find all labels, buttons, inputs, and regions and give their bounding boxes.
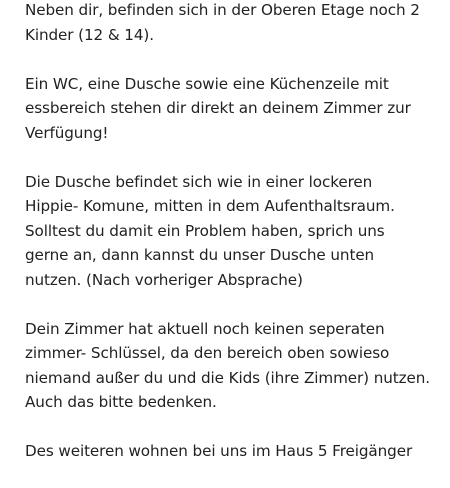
description-paragraph-3	[25, 170, 435, 293]
text-line: Kinder (12 & 14).	[25, 25, 154, 44]
text-line: zimmer- Schlüssel, da den bereich oben sowieso	[25, 344, 390, 362]
text-line: Dein Zimmer hat aktuell noch keinen seperaten	[25, 319, 385, 338]
text-line: Ein WC, eine Dusche sowie eine Küchenzeile mit	[25, 74, 389, 93]
text-line: Die Dusche befindet sich wie in einer lockeren	[25, 172, 373, 191]
text-line: niemand außer du und die Kids (ihre Zimmer) nutzen.	[25, 368, 430, 387]
listing-description	[25, 0, 435, 488]
text-line: Neben dir, befinden sich in der Oberen Etage noch 2	[25, 1, 420, 19]
text-line: nutzen. (Nach vorheriger Absprache)	[25, 270, 303, 289]
description-paragraph-5	[25, 439, 435, 464]
description-paragraph-1	[25, 0, 435, 47]
text-line: essbereich stehen dir direkt an deinem Zimmer zur	[25, 99, 411, 117]
text-line: Auch das bitte bedenken.	[25, 393, 217, 411]
text-line: gerne an, dann kannst du unser Dusche unten	[25, 246, 375, 264]
text-line: Solltest du damit ein Problem haben, sprich uns	[25, 221, 385, 240]
text-line: Hippie- Komune, mitten in dem Aufenthaltsraum.	[25, 197, 395, 215]
text-line: Verfügung!	[25, 123, 109, 142]
text-line: Des weiteren wohnen bei uns im Haus 5 Freigänger	[25, 442, 413, 460]
description-paragraph-2	[25, 72, 435, 146]
description-paragraph-4	[25, 317, 435, 415]
